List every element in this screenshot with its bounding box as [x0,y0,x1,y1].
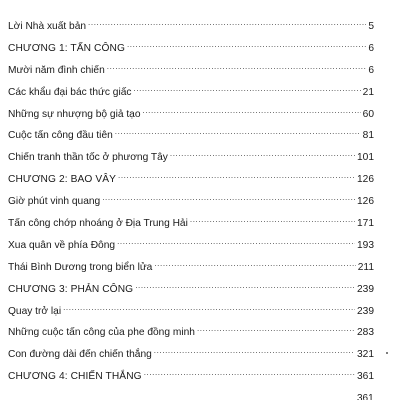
toc-entry-title: Các khẩu đại bác thức giấc [8,86,132,98]
toc-entry-title: CHƯƠNG 2: BAO VÂY [8,174,117,186]
toc-entry-page-number: 239 [357,305,374,317]
dot-leader [127,39,366,51]
toc-entry-title: Mười năm đình chiến [8,64,105,76]
toc-entry-title: Thái Bình Dương trong biển lửa [8,261,153,273]
toc-entry-page-number: 361 [357,371,374,383]
toc-entry-page-number: 60 [362,108,374,120]
toc-entry [8,83,374,105]
dot-leader [190,214,355,226]
toc-entry-page-number: 126 [357,174,374,186]
toc-entry [8,105,374,127]
dot-leader [115,126,361,138]
toc-entry [8,367,374,389]
toc-entry-title: CHƯƠNG 4: CHIẾN THẮNG [8,371,142,383]
toc-entry [8,258,374,280]
dot-leader [88,17,366,29]
toc-entry-title: Con đường dài đến chiến thắng [8,349,152,361]
toc-entry-title: Tấn công chớp nhoáng ở Địa Trung Hải [8,218,188,230]
toc-entry [8,61,374,83]
dot-leader [63,302,355,314]
dot-leader [133,83,360,95]
toc-entry-page-number: 126 [357,196,374,208]
dot-leader [117,236,355,248]
toc-entry [8,126,374,148]
toc-entry-page-number: 283 [357,327,374,339]
dot-leader [143,105,361,117]
toc-entry-title: Lời Nhà xuất bản [8,21,87,32]
toc-entry-title: CHƯƠNG 1: TẤN CÔNG [8,42,125,54]
toc-entry [8,236,374,258]
dot-leader [118,170,355,182]
toc-entry-page-number: 193 [357,239,374,251]
toc-entry-title: Chiến tranh thần tốc ở phương Tây [8,152,168,164]
toc-entry-page-number: 321 [357,349,374,361]
dot-leader [154,345,355,357]
toc-entry [8,214,374,236]
toc-entry-page-number: 21 [362,86,374,98]
toc-entry [8,170,374,192]
dot-leader [102,192,355,204]
toc-entry-page-number: 171 [357,218,374,230]
dot-leader [154,258,355,270]
toc-entry-title: CHƯƠNG 3: PHẢN CÔNG [8,283,134,295]
dot-leader [107,61,367,73]
dot-leader [197,323,355,335]
toc-entry [8,280,374,302]
toc-entry [8,148,374,170]
toc-entry-page-number: 6 [368,64,374,76]
stray-dot-mark [386,352,388,354]
dot-leader [144,367,355,379]
toc-entry-page-number: 5 [368,21,374,32]
toc-entry [8,39,374,61]
toc-entry-page-number: 239 [357,283,374,295]
toc-entry-title: Giờ phút vinh quang [8,196,101,208]
cut-off-page-number: 361 [357,394,374,400]
toc-entry-title: Quay trở lại [8,305,62,317]
toc-entry [8,17,374,39]
dot-leader [170,148,355,160]
toc-entry-page-number: 211 [357,261,374,273]
toc-entry [8,345,374,367]
toc-entry [8,302,374,324]
toc-entry-page-number: 81 [362,130,374,142]
toc-entry-page-number: 101 [357,152,374,164]
toc-entry-title: Xua quân về phía Đông [8,239,116,251]
table-of-contents [8,17,374,389]
toc-entry [8,323,374,345]
toc-entry-title: Cuộc tấn công đầu tiên [8,130,113,142]
toc-entry [8,192,374,214]
toc-entry-page-number: 6 [368,42,374,54]
dot-leader [135,280,355,292]
toc-entry-title: Những sự nhượng bộ giả tạo [8,108,141,120]
toc-entry-title: Những cuộc tấn công của phe đồng minh [8,327,195,339]
